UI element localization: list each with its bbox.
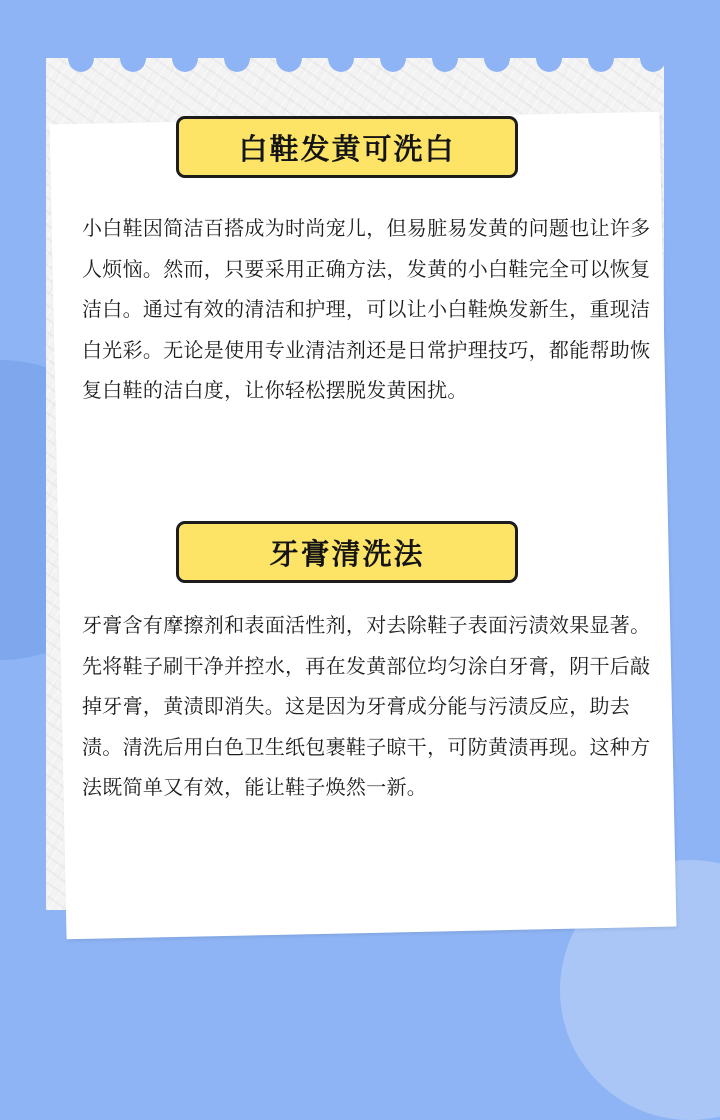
binder-hole [120, 44, 146, 72]
binder-hole [328, 44, 354, 72]
binder-hole [224, 44, 250, 72]
binder-hole [172, 44, 198, 72]
binder-hole [68, 44, 94, 72]
binder-hole [536, 44, 562, 72]
binder-hole [276, 44, 302, 72]
section-heading-whitening: 白鞋发黄可洗白 [176, 116, 518, 178]
toothpaste-paragraph: 牙膏含有摩擦剂和表面活性剂，对去除鞋子表面污渍效果显著。先将鞋子刷干净并控水，再在发黄部位均匀涂白牙膏，阴干后敲掉牙膏，黄渍即消失。这是因为牙膏成分能与污渍反应，助去渍。清洗后用白色卫生纸包裹鞋子晾干，可防黄渍再现。这种方法既简单又有效，能让鞋子焕然一新。 [82, 613, 651, 799]
section-heading-toothpaste: 牙膏清洗法 [176, 521, 518, 583]
binder-hole [484, 44, 510, 72]
binder-hole [588, 44, 614, 72]
binder-hole [432, 44, 458, 72]
binder-hole [640, 44, 666, 72]
binder-hole [380, 44, 406, 72]
intro-paragraph: 小白鞋因简洁百搭成为时尚宠儿，但易脏易发黄的问题也让许多人烦恼。然而，只要采用正确方法，发黄的小白鞋完全可以恢复洁白。通过有效的清洁和护理，可以让小白鞋焕发新生，重现洁白光彩。无论是使用专业清洁剂还是日常护理技巧，都能帮助恢复白鞋的洁白度，让你轻松摆脱发黄困扰。 [82, 216, 651, 402]
